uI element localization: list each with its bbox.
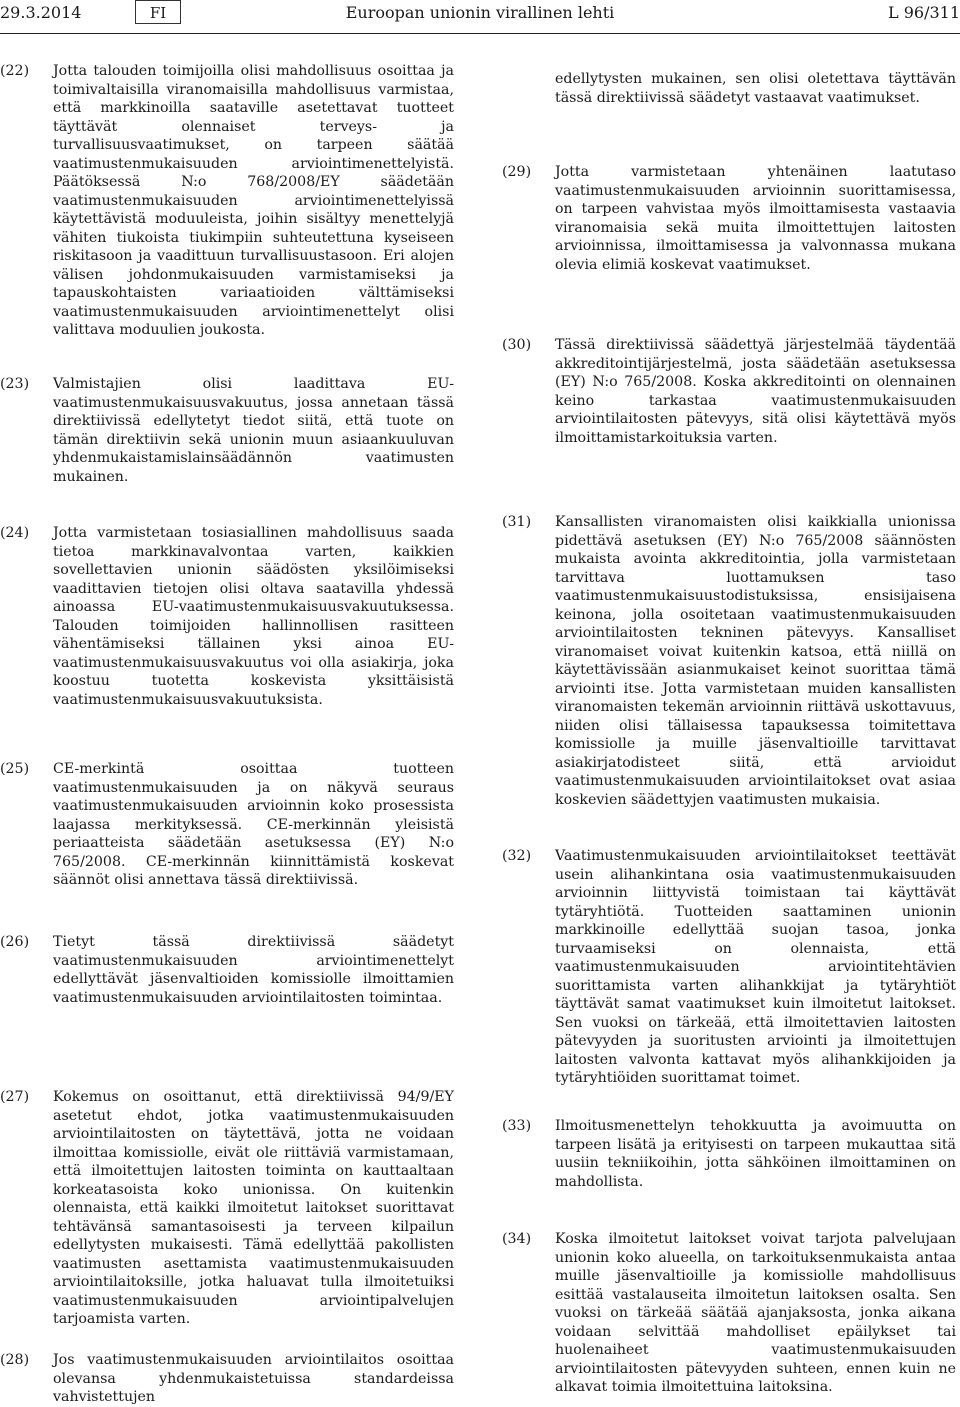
journal-title: Euroopan unionin virallinen lehti: [345, 3, 615, 22]
recital-number: (25): [0, 761, 30, 777]
recital-number: (28): [0, 1352, 30, 1368]
language-code-box: FI: [135, 0, 181, 24]
recital-text: edellytysten mukainen, sen olisi oletettava täyttävän tässä direktiivissä säädetyt vastaavat vaatimukset.: [555, 71, 956, 106]
recital-text: Koska ilmoitetut laitokset voivat tarjota palvelujaan unionin koko alueella, on tarkoituksenmukaista antaa muille jäsenvaltioille ja komissiolle mahdollisuus esittää vastalauseita ilmoitetun laitoksen osalta. Sen vuoksi on tärkeää säätää ajanjaksosta, jonka aikana voidaan selvittää mahdolliset epäilykset tai huolenaiheet vaatimustenmukaisuuden arviointilaitosten pätevyyden suhteen, ennen kuin ne alkavat toimia ilmoitettuina laitoksina.: [555, 1231, 956, 1395]
recital-number: (23): [0, 376, 30, 392]
recital-text: Kokemus on osoittanut, että direktiivissä 94/9/EY asetetut ehdot, jotka vaatimustenmukaisuuden arviointilaitosten on täytettävä, jotta ne voidaan ilmoittaa komissiolle, eivät ole riittäviä varmistamaan, että ilmoitettujen laitosten toiminta on kauttaaltaan korkeatasoista koko unionissa. On kuitenkin olennaista, että kaikki ilmoitetut laitokset suorittavat tehtävänsä samantasoisesti ja terveen kilpailun edellytysten mukaisesti. Tämä edellyttää pakollisten vaatimusten asettamista vaatimustenmukaisuuden arviointilaitoksille, jotka haluavat tulla ilmoitetuiksi vaatimustenmukaisuuden arviointipalvelujen tarjoamista varten.: [53, 1089, 454, 1327]
recital-text: Jotta varmistetaan yhtenäinen laatutaso vaatimustenmukaisuuden arvioinnin suorittamisessa, on tarpeen vahvistaa myös ilmoittamisesta vastaavia viranomaisia sekä muita ilmoittettujen laitosten arvioinnissa, ilmoittamisessa ja valvonnassa mukana olevia elimiä koskevat vaatimukset.: [555, 164, 956, 273]
recital-number: (34): [502, 1231, 532, 1247]
recital-number: (33): [502, 1118, 532, 1134]
recital-text: CE-merkintä osoittaa tuotteen vaatimustenmukaisuuden ja on näkyvä seuraus vaatimustenmukaisuuden arvioinnin koko prosessista laajassa merkityksessä. CE-merkinnän yleisistä periaatteista säädetään asetuksessa (EY) N:o 765/2008. CE-merkinnän kiinnittämistä koskevat säännöt olisi annettava tässä direktiivissä.: [53, 761, 454, 888]
recital-number: (30): [502, 337, 532, 353]
recital-text: Vaatimustenmukaisuuden arviointilaitokset teettävät usein alihankintana osia vaatimustenmukaisuuden arvioinnin liittyvistä toimistaan tai käyttävät tytäryhtiötä. Tuotteiden saattaminen unionin markkinoille edellyttää suojan tasoa, jonka turvaamiseksi on olennaista, että vaatimustenmukaisuuden arviointitehtävien suorittamista varten alihankkijat ja tytäryhtiöt täyttävät samat vaatimukset kuin ilmoitetut laitokset. Sen vuoksi on tärkeää, että ilmoitettavien laitosten pätevyyden ja suoritusten arviointi ja ilmoitettujen laitosten valvonta kattavat myös alihankkijoiden ja tytäryhtiöiden suorittamat toimet.: [555, 848, 956, 1086]
page-reference: L 96/311: [888, 3, 960, 22]
recital-number: (31): [502, 514, 532, 530]
recital-text: Jotta varmistetaan tosiasiallinen mahdollisuus saada tietoa markkinavalvontaa varten, kaikkien sovellettavien unionin säädösten yksilöimiseksi vaadittavien tietojen olisi oltava saatavilla yhdessä ainoassa EU-vaatimustenmukaisuusvakuutuksessa. Talouden toimijoiden hallinnollisen rasitteen vähentämiseksi tällainen yksi ainoa EU-vaatimustenmukaisuusvakuutus voi olla asiakirja, joka koostuu tuotetta koskevista yksittäisistä vaatimustenmukaisuusvakuutuksista.: [53, 525, 454, 708]
publication-date: 29.3.2014: [0, 3, 82, 22]
recital-text: Jotta talouden toimijoilla olisi mahdollisuus osoittaa ja toimivaltaisilla viranomaisilla mahdollisuus varmistaa, että markkinoilla saataville asetettavat tuotteet täyttävät olennaiset terveys- ja turvallisuusvaatimukset, on tarpeen säätää vaatimustenmukaisuuden arviointimenettelyistä. Päätöksessä N:o 768/2008/EY säädetään vaatimustenmukaisuuden arviointimenettelyissä käytettävistä moduuleista, joihin sisältyy menettelyjä vähiten tiukoista tiukimpiin suhteutettuna kyseiseen riskitasoon ja vaadittuun turvallisuustasoon. Eri alojen välisen johdonmukaisuuden varmistamiseksi ja tapauskohtaisten variaatioiden välttämiseksi vaatimustenmukaisuuden arviointimenettelyt olisi valittava moduulien joukosta.: [53, 63, 454, 338]
recital-text: Valmistajien olisi laadittava EU-vaatimustenmukaisuusvakuutus, jossa annetaan tässä direktiivissä edellytetyt tiedot siitä, että tuote on tämän direktiivin sekä unionin muun asiaankuuluvan yhdenmukaistamislainsäädännön vaatimusten mukainen.: [53, 376, 454, 485]
recital-number: (32): [502, 848, 532, 864]
recital-text: Tietyt tässä direktiivissä säädetyt vaatimustenmukaisuuden arviointimenettelyt edellyttävät jäsenvaltioiden komissiolle ilmoittamien vaatimustenmukaisuuden arviointilaitosten toimintaa.: [53, 934, 454, 1006]
recital-number: (29): [502, 164, 532, 180]
recital-text: Jos vaatimustenmukaisuuden arviointilaitos osoittaa olevansa yhdenmukaistetuissa standardeissa vahvistettujen: [53, 1352, 454, 1405]
recital-number: (27): [0, 1089, 30, 1105]
recital-number: (26): [0, 934, 30, 950]
recital-text: Tässä direktiivissä säädettyä järjestelmää täydentää akkreditointijärjestelmä, josta säädetään asetuksessa (EY) N:o 765/2008. Koska akkreditointi on olennainen keino tarkastaa vaatimustenmukaisuuden arviointilaitosten pätevyys, sitä olisi käytettävä myös ilmoittamistarkoituksia varten.: [555, 337, 956, 446]
recital-number: (22): [0, 63, 30, 79]
recital-text: Ilmoitusmenettelyn tehokkuutta ja avoimuutta on tarpeen lisätä ja erityisesti on tarpeen mukauttaa sitä uusiin tekniikoihin, jotta sähköinen ilmoittaminen on mahdollista.: [555, 1118, 956, 1190]
page-header: [0, 0, 960, 28]
recital-number: (24): [0, 525, 30, 541]
header-rule: [0, 33, 960, 34]
recital-text: Kansallisten viranomaisten olisi kaikkialla unionissa pidettävä asetuksen (EY) N:o 765/2008 säännösten mukaista avointa akkreditointia, jolla varmistetaan tarvittava luottamuksen taso vaatimustenmukaisuustodistuksissa, ensisijaisena keinona, jolla osoitetaan vaatimustenmukaisuuden arviointilaitosten tekninen pätevyys. Kansalliset viranomaiset voivat kuitenkin katsoa, että niillä on käytettävissään asianmukaiset keinot suorittaa tämä arviointi itse. Jotta varmistetaan muiden kansallisten viranomaisten tekemän arvioinnin riittävä uskottavuus, niiden olisi tällaisessa tapauksessa toimitettava komissiolle ja muille jäsenvaltioille tarvittavat asiakirjatodisteet siitä, että arvioidut vaatimustenmukaisuuden arviointilaitokset ovat asiaa koskevien säädettyjen vaatimusten mukaisia.: [555, 514, 956, 808]
